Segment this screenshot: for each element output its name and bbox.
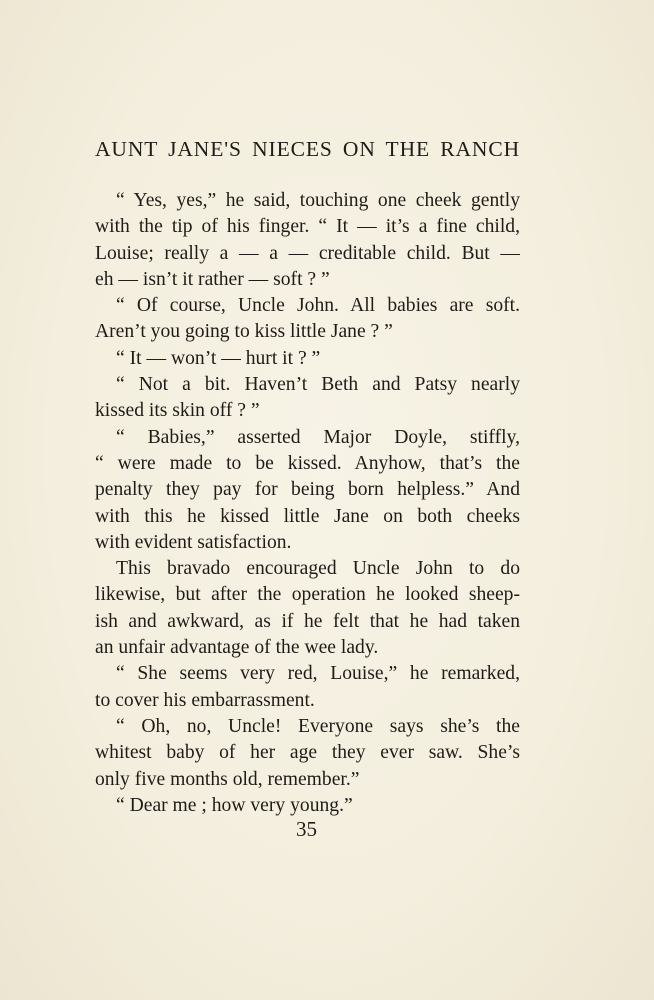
text-line: eh — isn’t it rather — soft ? ”: [95, 268, 330, 290]
text-line: “ Of course, Uncle John. All babies are soft.: [116, 295, 520, 317]
text-line: likewise, but after the operation he looked sheep-: [95, 584, 520, 606]
text-line: “ It — won’t — hurt it ? ”: [116, 347, 321, 369]
text-line: “ Dear me ; how very young.”: [116, 794, 353, 816]
text-line: “ She seems very red, Louise,” he remarked,: [116, 663, 520, 685]
text-line: “ Babies,” asserted Major Doyle, stiffly,: [116, 426, 520, 448]
running-head: AUNT JANE'S NIECES ON THE RANCH: [95, 137, 520, 161]
text-line: kissed its skin off ? ”: [95, 400, 260, 422]
text-line: with this he kissed little Jane on both cheeks: [95, 505, 520, 527]
body-text: [95, 188, 520, 819]
text-line: Aren’t you going to kiss little Jane ? ”: [95, 321, 393, 343]
text-line: penalty they pay for being born helpless.” And: [95, 479, 520, 501]
text-line: to cover his embarrassment.: [95, 689, 315, 711]
text-line: “ were made to be kissed. Anyhow, that’s the: [95, 452, 520, 474]
text-line: with evident satisfaction.: [95, 531, 292, 553]
text-line: ish and awkward, as if he felt that he had taken: [95, 610, 520, 632]
text-line: Louise; really a — a — creditable child. But —: [95, 242, 520, 264]
text-line: whitest baby of her age they ever saw. She’s: [95, 742, 520, 764]
text-line: with the tip of his finger. “ It — it’s a fine child,: [95, 216, 520, 238]
text-line: an unfair advantage of the wee lady.: [95, 637, 379, 659]
text-line: This bravado encouraged Uncle John to do: [116, 558, 520, 580]
page-number: 35: [296, 817, 317, 841]
text-line: only five months old, remember.”: [95, 768, 360, 790]
text-line: “ Not a bit. Haven’t Beth and Patsy nearly: [116, 374, 520, 396]
text-line: “ Yes, yes,” he said, touching one cheek gently: [116, 190, 520, 211]
text-line: “ Oh, no, Uncle! Everyone says she’s the: [116, 715, 520, 737]
